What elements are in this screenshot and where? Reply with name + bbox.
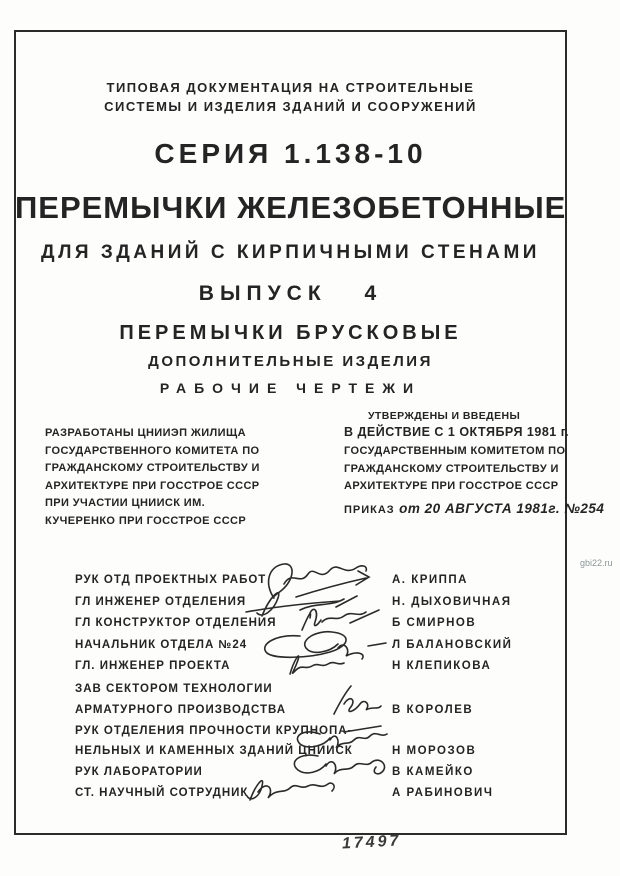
signatory-role: ГЛ ИНЖЕНЕР ОТДЕЛЕНИЯ bbox=[75, 596, 247, 608]
signatory-role: РУК ЛАБОРАТОРИИ bbox=[75, 766, 203, 778]
developed-by-line: ГОСУДАРСТВЕННОГО КОМИТЕТА ПО bbox=[45, 444, 260, 457]
order-line bbox=[344, 500, 604, 518]
signatory-name: А. КРИППА bbox=[392, 574, 468, 586]
signatory-role: РУК ОТД ПРОЕКТНЫХ РАБОТ bbox=[75, 574, 267, 586]
subtitle: ДЛЯ ЗДАНИЙ С КИРПИЧНЫМИ СТЕНАМИ bbox=[41, 242, 540, 263]
signatory-name: В КОРОЛЕВ bbox=[392, 704, 474, 716]
signatory-role: НЕЛЬНЫХ И КАМЕННЫХ ЗДАНИЙ ЦНИИСК bbox=[75, 745, 353, 757]
approved-by-line: ГОСУДАРСТВЕННЫМ КОМИТЕТОМ ПО bbox=[344, 445, 566, 457]
signatory-role: СТ. НАУЧНЫЙ СОТРУДНИК bbox=[75, 787, 249, 799]
order-value: от 20 АВГУСТА 1981г. №254 bbox=[399, 501, 605, 516]
developed-by-line: АРХИТЕКТУРЕ ПРИ ГОССТРОЕ СССР bbox=[45, 479, 260, 492]
developed-by-line: ГРАЖДАНСКОМУ СТРОИТЕЛЬСТВУ И bbox=[45, 462, 260, 474]
issue-label: ВЫПУСК bbox=[198, 282, 327, 305]
signatory-name: Б СМИРНОВ bbox=[392, 617, 477, 629]
signatory-role: РУК ОТДЕЛЕНИЯ ПРОЧНОСТИ КРУПНОПА- bbox=[75, 725, 353, 737]
signatory-name: Н. ДЫХОВИЧНАЯ bbox=[392, 596, 512, 608]
doc-category-line2: СИСТЕМЫ И ИЗДЕЛИЯ ЗДАНИЙ И СООРУЖЕНИЙ bbox=[104, 99, 477, 114]
section-subtitle: ДОПОЛНИТЕЛЬНЫЕ ИЗДЕЛИЯ bbox=[148, 353, 433, 370]
order-label: ПРИКАЗ bbox=[344, 504, 395, 516]
signatory-role: НАЧАЛЬНИК ОТДЕЛА №24 bbox=[75, 639, 248, 651]
issue-line bbox=[15, 282, 566, 306]
section-title: ПЕРЕМЫЧКИ БРУСКОВЫЕ bbox=[119, 322, 462, 344]
approved-by-block bbox=[344, 443, 565, 496]
approved-by-line: АРХИТЕКТУРЕ ПРИ ГОССТРОЕ СССР bbox=[344, 480, 559, 492]
developed-by-block bbox=[45, 425, 260, 530]
signatory-name: Н МОРОЗОВ bbox=[392, 745, 477, 757]
signatory-name: В КАМЕЙКО bbox=[392, 766, 474, 778]
doc-type: РАБОЧИЕ ЧЕРТЕЖИ bbox=[159, 380, 422, 396]
approved-by-heading: УТВЕРЖДЕНЫ И ВВЕДЕНЫ bbox=[368, 410, 521, 422]
signatory-role: ЗАВ СЕКТОРОМ ТЕХНОЛОГИИ bbox=[75, 683, 273, 695]
signatory-role: ГЛ КОНСТРУКТОР ОТДЕЛЕНИЯ bbox=[75, 617, 277, 629]
approved-by-line: ГРАЖДАНСКОМУ СТРОИТЕЛЬСТВУ И bbox=[344, 462, 559, 475]
main-title: ПЕРЕМЫЧКИ ЖЕЛЕЗОБЕТОННЫЕ bbox=[15, 190, 567, 225]
developed-by-line: РАЗРАБОТАНЫ ЦНИИЭП ЖИЛИЩА bbox=[45, 427, 246, 439]
signatory-role: АРМАТУРНОГО ПРОИЗВОДСТВА bbox=[75, 704, 287, 716]
signatory-role: ГЛ. ИНЖЕНЕР ПРОЕКТА bbox=[75, 660, 231, 672]
approved-by-effective-date: В ДЕЙСТВИЕ С 1 ОКТЯБРЯ 1981 г. bbox=[344, 425, 570, 439]
doc-category-line1: ТИПОВАЯ ДОКУМЕНТАЦИЯ НА СТРОИТЕЛЬНЫЕ bbox=[106, 80, 475, 95]
watermark-text: gbi22.ru bbox=[580, 558, 613, 568]
developed-by-line: ПРИ УЧАСТИИ ЦНИИСК ИМ. bbox=[45, 497, 206, 509]
signatory-name: Л БАЛАНОВСКИЙ bbox=[392, 639, 513, 651]
series-number: СЕРИЯ 1.138-10 bbox=[154, 138, 427, 169]
print-number: 17497 bbox=[341, 832, 402, 853]
developed-by-line: КУЧЕРЕНКО ПРИ ГОССТРОЕ СССР bbox=[45, 514, 247, 527]
signatory-name: А РАБИНОВИЧ bbox=[392, 787, 494, 799]
issue-number: 4 bbox=[364, 282, 383, 305]
signatory-name: Н КЛЕПИКОВА bbox=[392, 660, 492, 672]
